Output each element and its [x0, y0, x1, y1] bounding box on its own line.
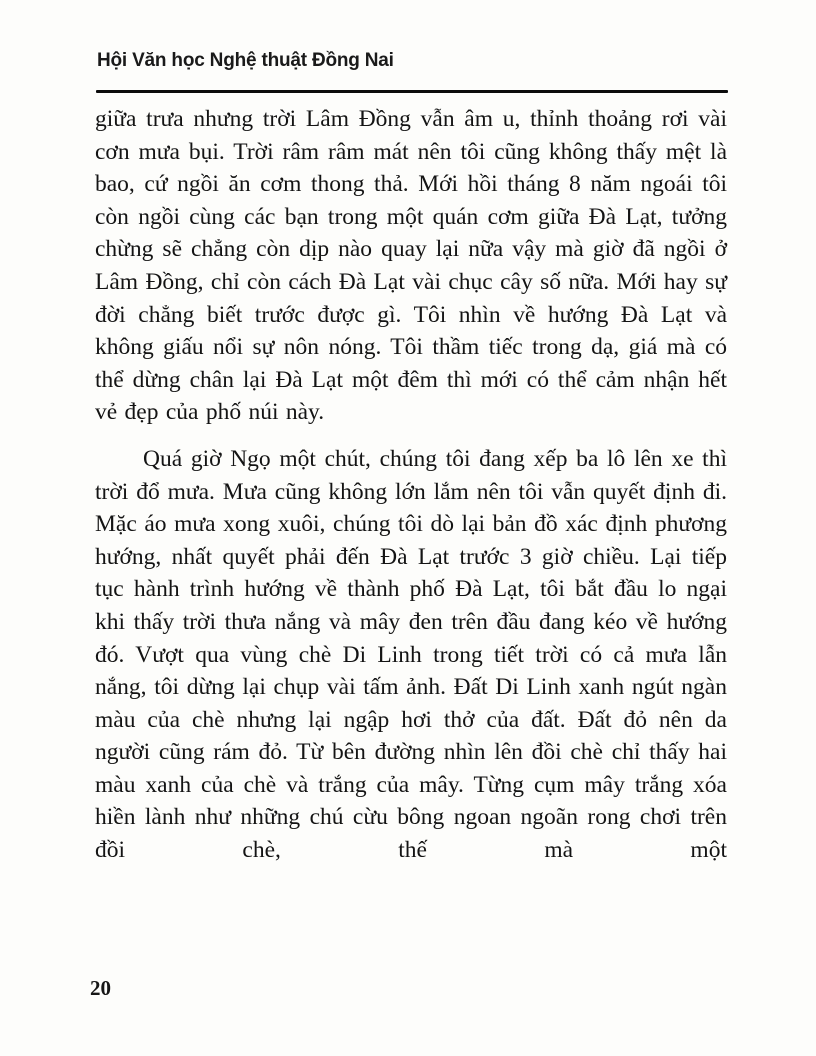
header-rule: [96, 90, 728, 93]
running-header: Hội Văn học Nghệ thuật Đồng Nai: [97, 50, 394, 71]
page-body: [95, 103, 727, 881]
paragraph-continued-from-previous-page: giữa trưa nhưng trời Lâm Đồng vẫn âm u, thỉnh thoảng rơi vài cơn mưa bụi. Trời râm râm mát nên tôi cũng không thấy mệt là bao, cứ ngồi ăn cơm thong thả. Mới hồi tháng 8 năm ngoái tôi còn ngồi cùng các bạn trong một quán cơm giữa Đà Lạt, tưởng chừng sẽ chẳng còn dịp nào quay lại nữa vậy mà giờ đã ngồi ở Lâm Đồng, chỉ còn cách Đà Lạt vài chục cây số nữa. Mới hay sự đời chẳng biết trước được gì. Tôi nhìn về hướng Đà Lạt và không giấu nổi sự nôn nóng. Tôi thầm tiếc trong dạ, giá mà có thể dừng chân lại Đà Lạt một đêm thì mới có thể cảm nhận hết vẻ đẹp của phố núi này.: [95, 106, 727, 426]
page-number: 20: [90, 976, 111, 1000]
paragraph-new: Quá giờ Ngọ một chút, chúng tôi đang xếp ba lô lên xe thì trời đổ mưa. Mưa cũng không lớn lắm nên tôi vẫn quyết định đi. Mặc áo mưa xong xuôi, chúng tôi dò lại bản đồ xác định phương hướng, nhất quyết phải đến Đà Lạt trước 3 giờ chiều. Lại tiếp tục hành trình hướng về thành phố Đà Lạt, tôi bắt đầu lo ngại khi thấy trời thưa nắng và mây đen trên đầu đang kéo về hướng đó. Vượt qua vùng chè Di Linh trong tiết trời có cả mưa lẫn nắng, tôi dừng lại chụp vài tấm ảnh. Đất Di Linh xanh ngút ngàn màu của chè nhưng lại ngập hơi thở của đất. Đất đỏ nên da người cũng rám đỏ. Từ bên đường nhìn lên đồi chè chỉ thấy hai màu xanh của chè và trắng của mây. Từng cụm mây trắng xóa hiền lành như những chú cừu bông ngoan ngoãn rong chơi trên đồi chè, thế mà một: [95, 445, 727, 864]
